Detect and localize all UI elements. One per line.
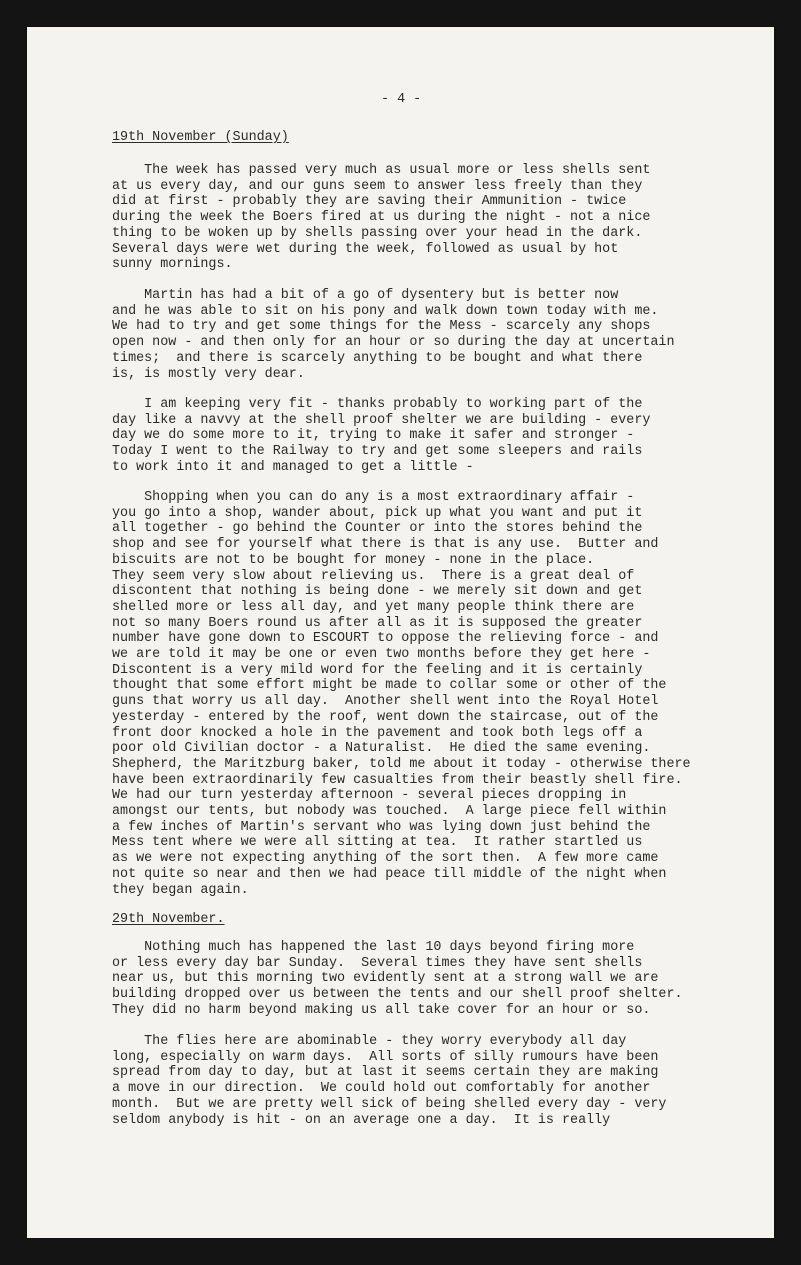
paragraph-week-passed: The week has passed very much as usual more or less shells sent at us every day, and our guns seem to answer less freely than they did at first - probably they are saving their Ammunition - twice during the week the Boers fired at us during the night - not a nice thing to be woken up by shells passing over your head in the dark. Several days were wet during the week, followed as usual by hot sunny mornings. xyxy=(112,163,651,273)
paragraph-nothing-much: Nothing much has happened the last 10 days beyond firing more or less every day bar Sunday. Several times they have sent shells near us, but this morning two evidently sent at a strong wall we are building dropped over us between the tents and our shell proof shelter. They did no harm beyond making us all take cover for an hour or so. xyxy=(112,940,683,1018)
entry-heading-19th-november: 19th November (Sunday) xyxy=(112,130,289,145)
paragraph-martin-dysentery: Martin has had a bit of a go of dysentery but is better now and he was able to sit on his pony and walk down town today with me. We had to try and get some things for the Mess - scarcely any shops open now - and then only for an hour or so during the day at uncertain times; and there is scarcely anything to be bought and what there is, is mostly very dear. xyxy=(112,288,675,382)
page-number: - 4 - xyxy=(381,92,422,107)
paragraph-flies: The flies here are abominable - they worry everybody all day long, especially on warm days. All sorts of silly rumours have been spread from day to day, but at last it seems certain they are making a move in our direction. We could hold out comfortably for another month. But we are pretty well sick of being shelled every day - very seldom anybody is hit - on an average one a day. It is really xyxy=(112,1034,667,1128)
paragraph-keeping-fit: I am keeping very fit - thanks probably to working part of the day like a navvy at the shell proof shelter we are building - every day we do some more to it, trying to make it safer and stronger - Today I went to the Railway to try and get some sleepers and rails to work into it and managed to get a little - xyxy=(112,397,651,475)
entry-heading-29th-november: 29th November. xyxy=(112,912,225,927)
paragraph-shopping: Shopping when you can do any is a most extraordinary affair - you go into a shop, wander about, pick up what you want and put it all together - go behind the Counter or into the stores behind the shop and see for yourself what there is that is any use. Butter and biscuits are not to be bought for money - none in the place. They seem very slow about relieving us. There is a great deal of discontent that nothing is being done - we merely sit down and get shelled more or less all day, and yet many people think there are not so many Boers round us after all as it is supposed the greater number have gone down to ESCOURT to oppose the relieving force - and we are told it may be one or even two months before they get here - Discontent is a very mild word for the feeling and it is certainly thought that some effort might be made to collar some or other of the guns that worry us all day. Another shell went into the Royal Hotel yesterday - entered by the roof, went down the staircase, out of the front door knocked a hole in the pavement and took both legs off a poor old Civilian doctor - a Naturalist. He died the same evening. Shepherd, the Maritzburg baker, told me about it today - otherwise there have been extraordinarily few casualties from their beastly shell fire. We had our turn yesterday afternoon - several pieces dropping in amongst our tents, but nobody was touched. A large piece fell within a few inches of Martin's servant who was lying down just behind the Mess tent where we were all sitting at tea. It rather startled us as we were not expecting anything of the sort then. A few more came not quite so near and then we had peace till middle of the night when they began again. xyxy=(112,490,691,898)
